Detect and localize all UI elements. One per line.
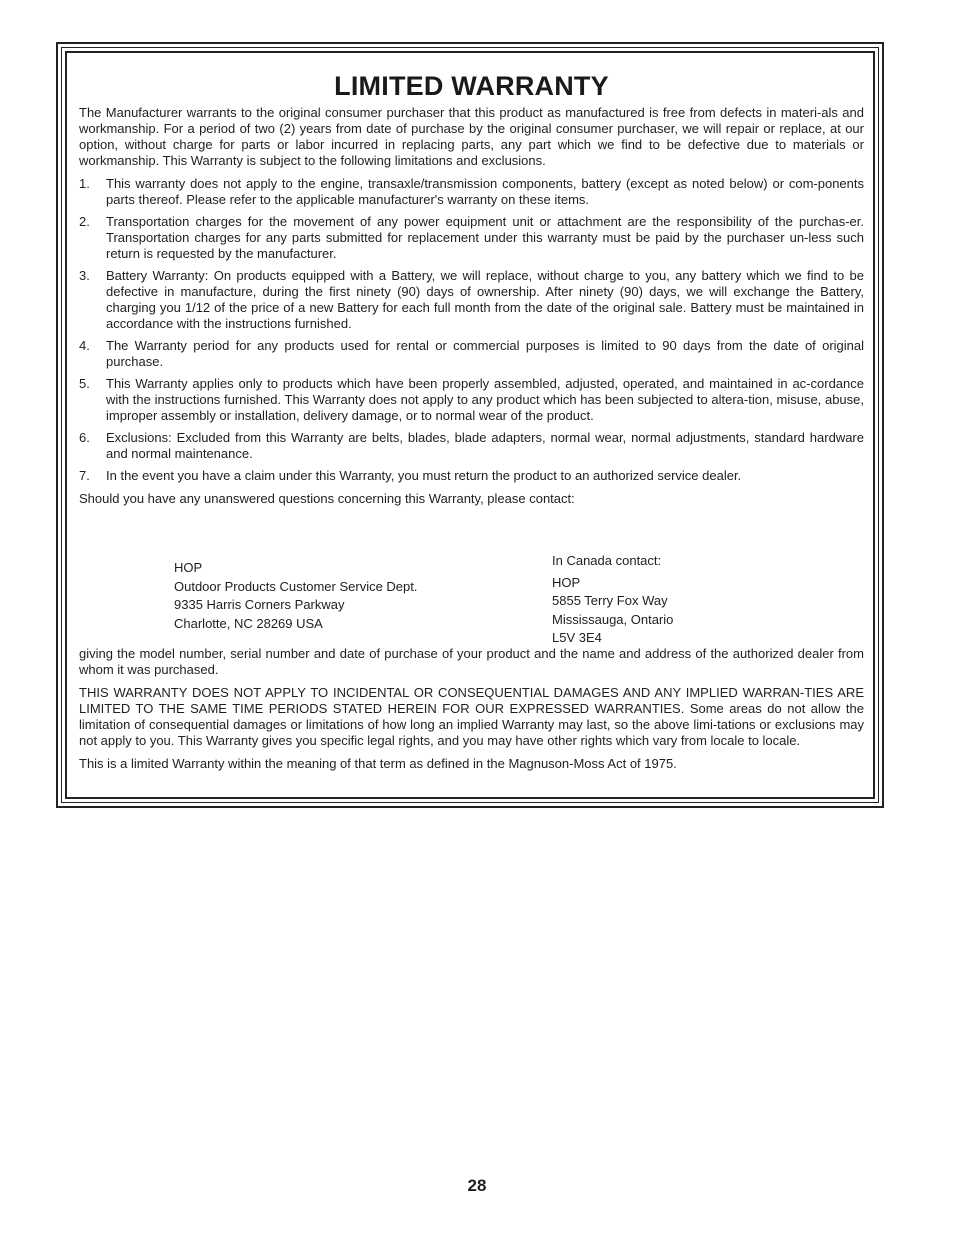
page-number: 28 [467,1176,487,1195]
us-address-block [174,559,418,633]
canada-address-line: 5855 Terry Fox Way [552,593,668,608]
canada-address-block [552,552,673,648]
giving-paragraph: giving the model number, serial number and date of purchase of your product and the name and address of the authorized dealer from whom it was purchased. [79,646,864,677]
list-item-number: 3. [79,268,90,283]
list-item-text: Transportation charges for the movement of any power equipment unit or attachment are the responsibility of the purchas-er. Transportation charges for any parts submitted for replacement under this warranty must be paid by the purchaser un-less such return is requested by the manufacturer. [106,214,864,261]
contact-addresses [79,514,864,646]
list-item-number: 2. [79,214,90,229]
list-item-number: 5. [79,376,90,391]
list-item-number: 6. [79,430,90,445]
list-item-text: This warranty does not apply to the engine, transaxle/transmission components, battery (except as noted below) or com-ponents parts thereof. Please refer to the applicable manufacturer's warranty on these items. [106,176,864,207]
us-address-line: Outdoor Products Customer Service Dept. [174,578,418,594]
warranty-content [79,70,864,779]
list-item-number: 7. [79,468,90,483]
canada-address-line: Mississauga, Ontario [552,611,674,627]
list-item-number: 4. [79,338,90,353]
magnuson-moss-paragraph: This is a limited Warranty within the meaning of that term as defined in the Magnuson-Moss Act of 1975. [79,756,677,771]
list-item-text: This Warranty applies only to products which have been properly assembled, adjusted, operated, and maintained in ac-cordance with the instructions furnished. This Warranty does not apply to any product which has been subjected to altera-tion, misuse, abuse, improper assembly or installation, delivery damage, or to normal wear of the product. [106,376,864,423]
list-item [79,430,864,462]
list-item-text: The Warranty period for any products used for rental or commercial purposes is limited to 90 days from the date of original purchase. [106,338,864,369]
disclaimer-paragraph: THIS WARRANTY DOES NOT APPLY TO INCIDENTAL OR CONSEQUENTIAL DAMAGES AND ANY IMPLIED WARRAN-TIES ARE LIMITED TO THE SAME TIME PERIODS STATED HEREIN FOR OUR EXPRESSED WARRANTIES. Some areas do not allow the limitation of consequential damages or limitations of how long an implied Warranty may last, so the above limi-tations or exclusions may not apply to you. This Warranty gives you specific legal rights, and you may have other rights which vary from locale to locale. [79,685,864,748]
list-item-text: Exclusions: Excluded from this Warranty are belts, blades, blade adapters, normal wear, normal adjustments, standard hardware and normal maintenance. [106,430,864,461]
canada-address-line: HOP [552,574,581,590]
list-item [79,338,864,370]
us-address-line: 9335 Harris Corners Parkway [174,597,345,612]
questions-paragraph: Should you have any unanswered questions concerning this Warranty, please contact: [79,491,575,506]
list-item-text: Battery Warranty: On products equipped with a Battery, we will replace, without charge to you, any battery which we find to be defective in manufacture, during the first ninety (90) days of ownership. After ninety (90) days, we will exchange the Battery, charging you 1/12 of the price of a new Battery for each full month from the date of the original sale. Battery must be maintained in accordance with the instructions furnished. [106,268,864,331]
list-item-number: 1. [79,176,90,191]
list-item [79,214,864,262]
list-item [79,376,864,424]
canada-address-line: L5V 3E4 [552,630,602,645]
intro-paragraph: The Manufacturer warrants to the original consumer purchaser that this product as manufactured is free from defects in materi-als and workmanship. For a period of two (2) years from date of purchase by the original consumer purchaser, we will repair or replace, at our option, without charge for parts or labor incurred in replacing parts, any part which we find to be defective due to materials or workmanship. This Warranty is subject to the following limitations and exclusions. [79,105,864,168]
list-item [79,468,864,484]
list-item [79,176,864,208]
list-item-text: In the event you have a claim under this Warranty, you must return the product to an authorized service dealer. [106,468,742,483]
list-item [79,268,864,332]
page-title: LIMITED WARRANTY [334,71,609,101]
canada-contact-label: In Canada contact: [552,553,662,568]
limitations-list [79,176,864,484]
us-address-line: HOP [174,560,203,575]
us-address-line: Charlotte, NC 28269 USA [174,615,323,631]
